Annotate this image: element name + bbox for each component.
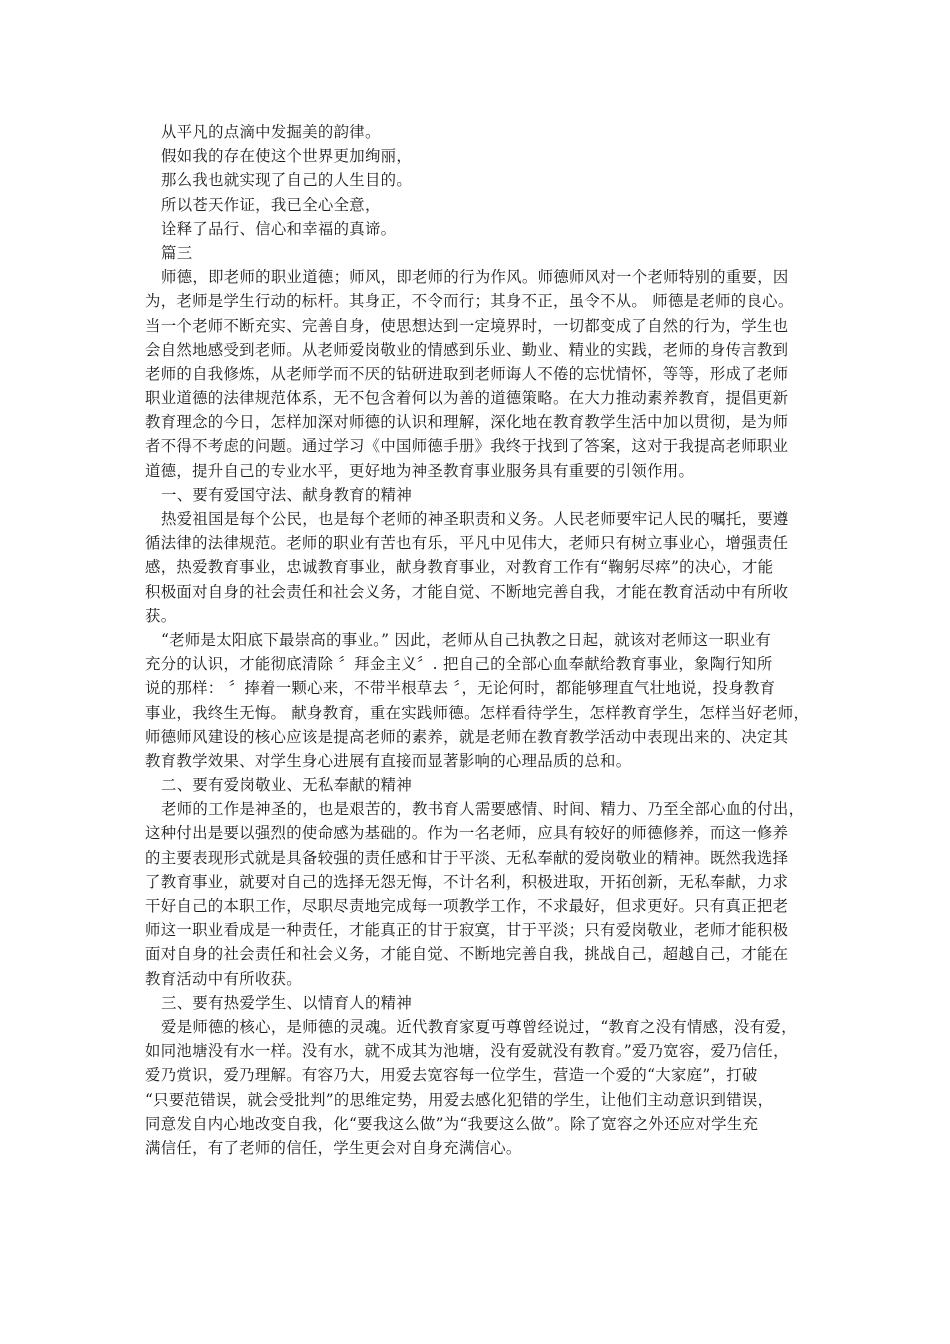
text-line: 获。	[145, 606, 177, 625]
text-line: 师德，即老师的职业道德；师风，即老师的行为作风。师德师风对一个老师特别的重要，因	[161, 268, 789, 287]
text-line: 老师的工作是神圣的，也是艰苦的，教书育人需要感情、时间、精力、乃至全部心血的付出，	[161, 800, 805, 819]
text-line: 诠释了品行、信心和幸福的真谛。	[161, 219, 397, 238]
text-line: 感，热爱教育事业，忠诚教育事业，献身教育事业，对教育工作有“鞠躬尽瘁”的决心，才能	[145, 558, 774, 577]
text-line: 满信任，有了老师的信任，学生更会对自身充满信心。	[145, 1138, 522, 1157]
text-line: 积极面对自身的社会责任和社会义务，才能自觉、不断地完善自我，才能在教育活动中有所收	[145, 582, 789, 601]
text-line: 循法律的法律规范。老师的职业有苦也有乐，平凡中见伟大，老师只有树立事业心，增强责任	[145, 534, 789, 553]
text-line: 师德师风建设的核心应该是提高老师的素养，就是老师在教育教学活动中表现出来的、决定其	[145, 727, 789, 746]
text-line: 为，老师是学生行动的标杆。其身正，不令而行；其身不正，虽令不从。 师德是老师的良心。	[145, 292, 794, 311]
text-line: “老师是太阳底下最崇高的事业。” 因此，老师从自己执教之日起，就该对老师这一职业有	[161, 630, 772, 649]
text-line: 老师的自我修炼，从老师学而不厌的钻研进取到老师诲人不倦的忘忧情怀，等等，形成了老师	[145, 364, 789, 383]
text-line: 同意发自内心地改变自我，化“要我这么做”为“我要这么做”。除了宽容之外还应对学生充	[145, 1114, 759, 1133]
text-line: 了教育事业，就要对自己的选择无怨无悔，不计名利，积极进取，开拓创新，无私奉献，力求	[145, 872, 789, 891]
text-line: 篇三	[161, 243, 193, 262]
text-line: 教育理念的今日，怎样加深对师德的认识和理解，深化地在教育教学生活中加以贯彻，是为师	[145, 413, 789, 432]
text-line: 这种付出是要以强烈的使命感为基础的。作为一名老师，应具有较好的师德修养，而这一修养	[145, 824, 789, 843]
text-line: 的主要表现形式就是具备较强的责任感和甘于平淡、无私奉献的爱岗敬业的精神。既然我选择	[145, 848, 789, 867]
text-line: 爱乃赏识，爱乃理解。有容乃大，用爱去宽容每一位学生，营造一个爱的“大家庭”，打破	[145, 1066, 758, 1085]
text-line: 那么我也就实现了自己的人生目的。	[161, 171, 413, 190]
document-body	[145, 120, 813, 1160]
text-line: 教育教学效果、对学生身心进展有直接而显著影响的心理品质的总和。	[145, 751, 632, 770]
text-line: 说的那样： 〞捧着一颗心来，不带半根草去 〞，无论何时，都能够理直气壮地说，投身教育	[145, 679, 776, 698]
text-line: 干好自己的本职工作，尽职尽责地完成每一项教学工作，不求最好，但求更好。只有真正把老	[145, 897, 789, 915]
text-line: 事业，我终生无悔。 献身教育，重在实践师德。怎样看待学生，怎样教育学生，怎样当好老师，	[145, 703, 810, 722]
text-line: 热爱祖国是每个公民，也是每个老师的神圣职责和义务。人民老师要牢记人民的嘱托，要遵	[161, 510, 789, 528]
text-line: 面对自身的社会责任和社会义务，才能自觉、不断地完善自我，挑战自己，超越自己，才能在	[145, 945, 789, 964]
text-line: 当一个老师不断充实、完善自身，使思想达到一定境界时，一切都变成了自然的行为，学生也	[145, 316, 789, 335]
text-line: 会自然地感受到老师。从老师爱岗敬业的情感到乐业、勤业、精业的实践，老师的身传言教到	[145, 340, 789, 359]
text-line: 教育活动中有所收获。	[145, 969, 302, 988]
text-line: 师这一职业看成是一种责任，才能真正的甘于寂寞，甘于平淡；只有爱岗敬业，老师才能积极	[145, 921, 789, 940]
text-line: 三、要有热爱学生、以情育人的精神	[161, 993, 413, 1012]
text-line: 道德，提升自己的专业水平，更好地为神圣教育事业服务具有重要的引领作用。	[145, 461, 695, 480]
text-line: 从平凡的点滴中发掘美的韵律。	[161, 123, 381, 141]
text-line: 如同池塘没有水一样。没有水，就不成其为池塘，没有爱就没有教育。”爱乃宽容，爱乃信任，	[145, 1042, 789, 1061]
text-line: 职业道德的法律规范体系，无不包含着何以为善的道德策略。在大力推动素养教育，提倡更新	[145, 389, 789, 408]
text-line: 假如我的存在使这个世界更加绚丽，	[161, 147, 413, 166]
text-line: 者不得不考虑的问题。通过学习《中国师德手册》我终于找到了答案，这对于我提高老师职业	[145, 437, 789, 456]
text-line: 所以苍天作证，我已全心全意，	[161, 195, 381, 214]
text-line: 一、要有爱国守法、献身教育的精神	[161, 485, 413, 504]
text-line: 二、要有爱岗敬业、无私奉献的精神	[161, 776, 413, 795]
text-line: “只要范错误，就会受批判”的思维定势，用爱去感化犯错的学生，让他们主动意识到错误，	[145, 1090, 774, 1109]
text-line: 爱是师德的核心，是师德的灵魂。近代教育家夏丏尊曾经说过，“教育之没有情感，没有爱，	[161, 1017, 797, 1036]
text-line: 充分的认识，才能彻底清除 〞拜金主义〞. 把自己的全部心血奉献给教育事业，象陶行知所	[145, 655, 773, 674]
